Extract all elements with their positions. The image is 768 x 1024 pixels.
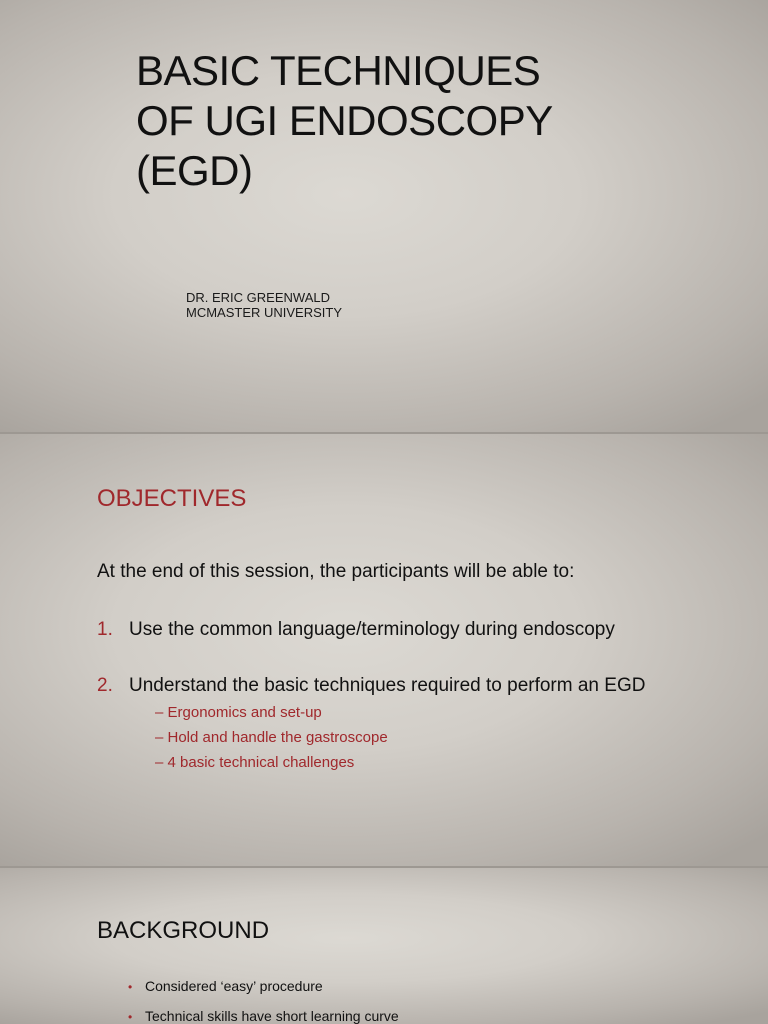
objectives-intro: At the end of this session, the participants will be able to:	[97, 561, 575, 582]
background-heading: BACKGROUND	[97, 917, 270, 944]
author-name: DR. ERIC GREENWALD	[186, 290, 330, 305]
slide-objectives	[0, 434, 768, 866]
sub-item: – Hold and handle the gastroscope	[155, 729, 388, 746]
objective-text: Understand the basic techniques required to perform an EGD	[129, 675, 646, 696]
title-line: (EGD)	[136, 147, 253, 194]
slide-background	[0, 868, 768, 1024]
objective-item	[97, 618, 615, 642]
author-affiliation: MCMASTER UNIVERSITY	[186, 305, 343, 320]
objective-number: 2.	[97, 675, 113, 696]
sub-item: – 4 basic technical challenges	[155, 754, 355, 771]
objectives-heading: OBJECTIVES	[97, 485, 247, 512]
objective-text: Use the common language/terminology during endoscopy	[129, 619, 615, 640]
bullet-icon: •	[128, 1010, 133, 1024]
bullet-text: Considered ‘easy’ procedure	[145, 978, 323, 994]
list-item	[128, 972, 399, 1002]
objective-sub-list	[155, 700, 388, 775]
author-block	[186, 290, 342, 320]
title-line: OF UGI ENDOSCOPY	[136, 97, 553, 144]
objective-item	[97, 674, 645, 698]
bullet-text: Technical skills have short learning curve	[145, 1008, 399, 1024]
slide-title-heading	[136, 46, 736, 196]
objective-number: 1.	[97, 619, 113, 640]
slide-title	[0, 0, 768, 432]
title-line: BASIC TECHNIQUES	[136, 47, 541, 94]
background-bullets	[128, 972, 399, 1024]
list-item	[128, 1002, 399, 1024]
sub-item: – Ergonomics and set-up	[155, 704, 322, 721]
bullet-icon: •	[128, 980, 133, 994]
